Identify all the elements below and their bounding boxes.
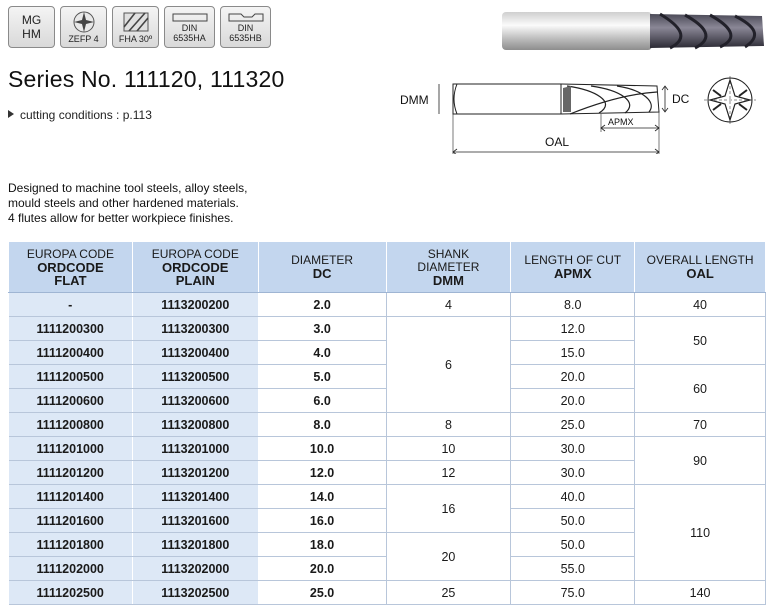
ordcode-plain-cell: 1113200600 [132, 389, 258, 413]
ordcode-flat-cell: 1111201000 [9, 437, 133, 461]
ordcode-plain-cell: 1113201600 [132, 509, 258, 533]
diameter-cell: 6.0 [258, 389, 386, 413]
header-overall-length [635, 242, 766, 293]
ordcode-flat-cell: 1111200300 [9, 317, 133, 341]
length-of-cut-cell: 75.0 [511, 581, 635, 605]
header-plain-sub: PLAIN [175, 272, 215, 288]
ordcode-plain-cell: 1113201400 [132, 485, 258, 509]
overall-length-cell: 140 [635, 581, 766, 605]
diameter-cell: 12.0 [258, 461, 386, 485]
diameter-cell: 10.0 [258, 437, 386, 461]
length-of-cut-cell: 12.0 [511, 317, 635, 341]
header-flat-sub: FLAT [54, 272, 87, 288]
diameter-cell: 14.0 [258, 485, 386, 509]
ordcode-plain-cell: 1113200800 [132, 413, 258, 437]
header-length-of-cut [511, 242, 635, 293]
dimension-diagram [395, 72, 767, 154]
overall-length-cell: 110 [635, 485, 766, 581]
end-mill-image [500, 8, 770, 54]
diameter-cell: 8.0 [258, 413, 386, 437]
ordcode-plain-cell: 1113201800 [132, 533, 258, 557]
ordcode-plain-cell: 1113201200 [132, 461, 258, 485]
diameter-cell: 3.0 [258, 317, 386, 341]
din-hb-line-2: 6535HB [229, 33, 262, 43]
diameter-cell: 20.0 [258, 557, 386, 581]
length-of-cut-cell: 25.0 [511, 413, 635, 437]
page-title: Series No. 111120, 111320 [8, 66, 285, 92]
header-plain-code: ORDCODE [162, 259, 229, 275]
cutting-conditions-text: cutting conditions : p.113 [20, 108, 152, 122]
feature-badges [8, 6, 271, 48]
ordcode-flat-cell: 1111202000 [9, 557, 133, 581]
shank-diameter-cell: 20 [386, 533, 511, 581]
ordcode-flat-cell: 1111200400 [9, 341, 133, 365]
material-line-2: HM [22, 27, 41, 41]
header-diameter [258, 242, 386, 293]
specification-table [8, 241, 766, 605]
overall-length-cell: 60 [635, 365, 766, 413]
diameter-cell: 2.0 [258, 293, 386, 317]
description-line-2: mould steels and other hardened materials. [8, 196, 239, 210]
header-apmx-code: APMX [553, 266, 592, 281]
length-of-cut-cell: 15.0 [511, 341, 635, 365]
ordcode-flat-cell: 1111200500 [9, 365, 133, 389]
shank-diameter-cell: 4 [386, 293, 511, 317]
helix-badge [112, 6, 159, 48]
header-plain-top: EUROPA CODE [151, 246, 239, 261]
diameter-cell: 5.0 [258, 365, 386, 389]
table-row [9, 317, 766, 341]
table-row [9, 293, 766, 317]
length-of-cut-cell: 50.0 [511, 533, 635, 557]
dc-label: DC [672, 92, 690, 106]
ordcode-plain-cell: 1113201000 [132, 437, 258, 461]
shank-diameter-cell: 6 [386, 317, 511, 413]
ordcode-flat-cell: 1111200600 [9, 389, 133, 413]
header-flat-top: EUROPA CODE [26, 246, 114, 261]
ordcode-flat-cell: 1111201200 [9, 461, 133, 485]
material-badge [8, 6, 55, 48]
length-of-cut-cell: 50.0 [511, 509, 635, 533]
cutting-conditions-link[interactable] [8, 108, 152, 122]
header-dmm-top: SHANK [427, 246, 470, 261]
ordcode-flat-cell: - [9, 293, 133, 317]
ordcode-plain-cell: 1113200300 [132, 317, 258, 341]
header-dc-top: DIAMETER [291, 253, 354, 267]
length-of-cut-cell: 30.0 [511, 461, 635, 485]
ordcode-flat-cell: 1111201400 [9, 485, 133, 509]
diameter-cell: 4.0 [258, 341, 386, 365]
description-line-3: 4 flutes allow for better workpiece finishes. [8, 211, 234, 225]
overall-length-cell: 90 [635, 437, 766, 485]
shank-diameter-cell: 25 [386, 581, 511, 605]
oal-label: OAL [545, 135, 570, 149]
flute-label: ZEFP 4 [68, 34, 99, 44]
diameter-cell: 16.0 [258, 509, 386, 533]
overall-length-cell: 40 [635, 293, 766, 317]
material-line-1: MG [21, 13, 42, 27]
helix-angle-icon [121, 10, 151, 34]
table-row [9, 413, 766, 437]
ordcode-flat-cell: 1111201800 [9, 533, 133, 557]
shank-weldon-icon [227, 11, 265, 23]
header-oal-top: OVERALL LENGTH [646, 253, 754, 267]
diameter-cell: 25.0 [258, 581, 386, 605]
table-row [9, 581, 766, 605]
length-of-cut-cell: 30.0 [511, 437, 635, 461]
ordcode-plain-cell: 1113202500 [132, 581, 258, 605]
ordcode-flat-cell: 1111201600 [9, 509, 133, 533]
ordcode-plain-cell: 1113200200 [132, 293, 258, 317]
length-of-cut-cell: 20.0 [511, 389, 635, 413]
shank-diameter-cell: 10 [386, 437, 511, 461]
length-of-cut-cell: 8.0 [511, 293, 635, 317]
shank-diameter-cell: 16 [386, 485, 511, 533]
ordcode-plain-cell: 1113200500 [132, 365, 258, 389]
ordcode-plain-cell: 1113200400 [132, 341, 258, 365]
ordcode-flat-cell: 1111202500 [9, 581, 133, 605]
din-ha-badge [164, 6, 215, 48]
arrow-right-icon [8, 110, 14, 118]
overall-length-cell: 70 [635, 413, 766, 437]
overall-length-cell: 50 [635, 317, 766, 365]
din-hb-line-1: DIN [237, 23, 254, 33]
table-row [9, 437, 766, 461]
header-ordcode-flat [9, 242, 133, 293]
header-oal-code: OAL [686, 266, 714, 281]
header-dmm-mid: DIAMETER [417, 259, 480, 274]
table-row [9, 485, 766, 509]
dmm-label: DMM [400, 93, 429, 107]
header-ordcode-plain [132, 242, 258, 293]
apmx-label: APMX [608, 117, 634, 127]
din-hb-badge [220, 6, 271, 48]
ordcode-plain-cell: 1113202000 [132, 557, 258, 581]
shank-diameter-cell: 8 [386, 413, 511, 437]
header-dmm-code: DMM [432, 272, 464, 288]
length-of-cut-cell: 40.0 [511, 485, 635, 509]
ordcode-flat-cell: 1111200800 [9, 413, 133, 437]
description-line-1: Designed to machine tool steels, alloy steels, [8, 181, 248, 195]
header-dc-code: DC [312, 266, 332, 281]
product-description [8, 181, 247, 226]
length-of-cut-cell: 55.0 [511, 557, 635, 581]
length-of-cut-cell: 20.0 [511, 365, 635, 389]
din-ha-line-1: DIN [181, 23, 198, 33]
header-shank-diameter [386, 242, 511, 293]
table-header-row [9, 242, 766, 293]
flute-badge [60, 6, 107, 48]
shank-flat-icon [171, 11, 209, 23]
header-flat-code: ORDCODE [37, 259, 104, 275]
helix-label: FHA 30º [118, 34, 153, 44]
header-apmx-top: LENGTH OF CUT [524, 253, 622, 267]
shank-diameter-cell: 12 [386, 461, 511, 485]
din-ha-line-2: 6535HA [173, 33, 206, 43]
diameter-cell: 18.0 [258, 533, 386, 557]
four-flute-icon [71, 10, 97, 34]
